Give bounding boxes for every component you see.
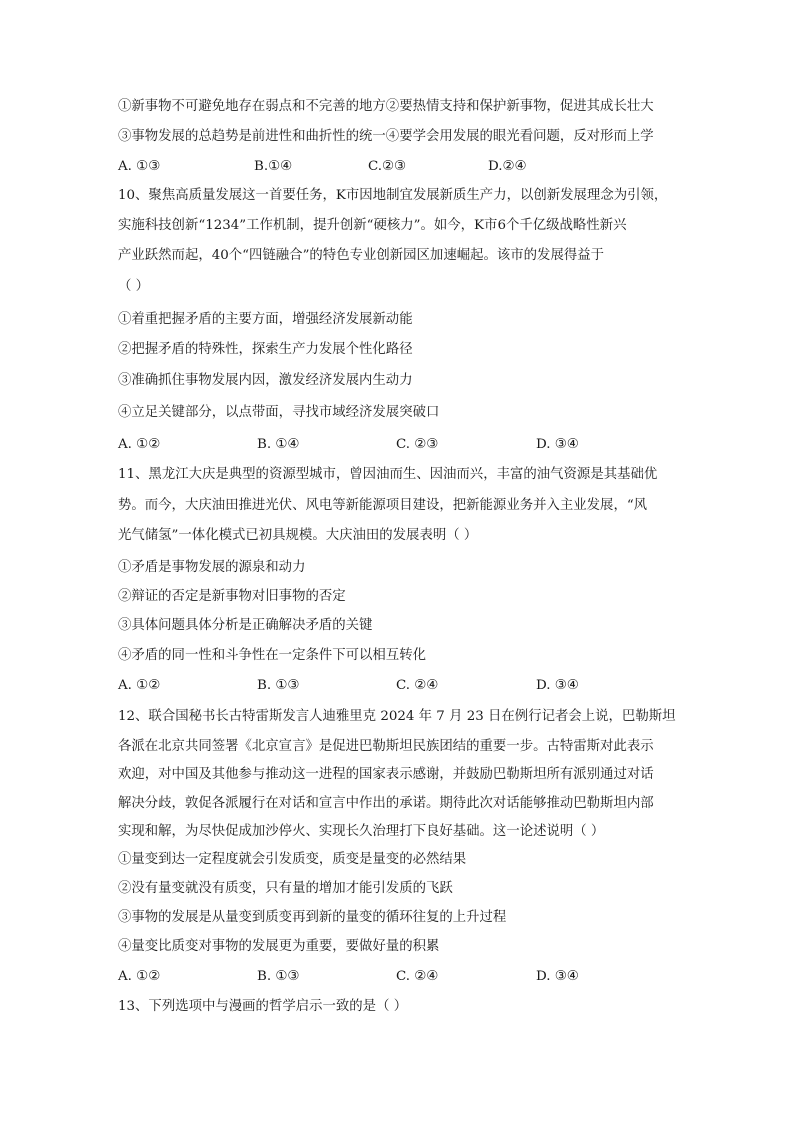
option-c: C. ②③: [396, 437, 439, 452]
statement-line: ③事物发展的总趋势是前进性和曲折性的统一④要学会用发展的眼光看问题，反对形而上学: [118, 129, 654, 144]
option-c: C. ②④: [396, 678, 439, 693]
option-a: A. ①②: [118, 437, 161, 452]
answer-options: [118, 968, 678, 986]
statement-1: ①着重把握矛盾的主要方面，增强经济发展新动能: [118, 312, 413, 327]
question-11-text: 11、黑龙江大庆是典型的资源型城市，曾因油而生、因油而兴，丰富的油气资源是其基础优: [118, 467, 658, 482]
option-c: C. ②④: [396, 969, 439, 984]
option-b: B.①④: [254, 159, 293, 174]
option-d: D. ③④: [536, 437, 579, 452]
option-a: A. ①②: [118, 969, 161, 984]
question-10-text: 实施科技创新“1234”工作机制，提升创新“硬核力”。如今，K市6个千亿级战略性新兴: [118, 218, 627, 233]
question-10-text: 产业跃然而起，40个“四链融合”的特色专业创新园区加速崛起。该市的发展得益于: [118, 248, 605, 263]
question-10-text: 10、聚焦高质量发展这一首要任务，K市因地制宜发展新质生产力，以创新发展理念为引领，: [118, 188, 668, 203]
question-11-text: 光气储氢”一体化模式已初具规模。大庆油田的发展表明（ ）: [118, 528, 478, 543]
option-b: B. ①③: [257, 678, 300, 693]
question-12-text: 欢迎，对中国及其他参与推动这一进程的国家表示感谢，并鼓励巴勒斯坦所有派别通过对话: [118, 767, 654, 782]
statement-3: ③准确抓住事物发展内因，激发经济发展内生动力: [118, 373, 413, 388]
statement-3: ③事物的发展是从量变到质变再到新的量变的循环往复的上升过程: [118, 910, 507, 925]
question-12-text: 各派在北京共同签署《北京宣言》是促进巴勒斯坦民族团结的重要一步。古特雷斯对此表示: [118, 739, 654, 754]
question-12-text: 12、联合国秘书长古特雷斯发言人迪雅里克 2024 年 7 月 23 日在例行记者会上说，巴勒斯坦: [118, 709, 676, 724]
option-a: A. ①③: [118, 159, 161, 174]
statement-4: ④量变比质变对事物的发展更为重要，要做好量的积累: [118, 939, 440, 954]
statement-2: ②没有量变就没有质变，只有量的增加才能引发质的飞跃: [118, 881, 453, 896]
statement-line: ①新事物不可避免地存在弱点和不完善的地方②要热情支持和保护新事物，促进其成长壮大: [118, 99, 654, 114]
question-11-text: 势。而今，大庆油田推进光伏、风电等新能源项目建设，把新能源业务并入主业发展，“风: [118, 498, 648, 513]
statement-2: ②把握矛盾的特殊性，探索生产力发展个性化路径: [118, 342, 413, 357]
statement-2: ②辩证的否定是新事物对旧事物的否定: [118, 589, 346, 604]
option-a: A. ①②: [118, 678, 161, 693]
statement-4: ④立足关键部分，以点带面，寻找市域经济发展突破口: [118, 405, 440, 420]
statement-1: ①矛盾是事物发展的源泉和动力: [118, 560, 306, 575]
option-b: B. ①③: [257, 969, 300, 984]
answer-blank: （ ）: [118, 279, 150, 294]
statement-1: ①量变到达一定程度就会引发质变，质变是量变的必然结果: [118, 852, 467, 867]
option-d: D. ③④: [536, 678, 579, 693]
option-d: D. ③④: [536, 969, 579, 984]
answer-options: [118, 436, 678, 454]
answer-options: [118, 158, 678, 176]
option-d: D.②④: [488, 159, 527, 174]
statement-4: ④矛盾的同一性和斗争性在一定条件下可以相互转化: [118, 648, 426, 663]
question-12-text: 实现和解，为尽快促成加沙停火、实现长久治理打下良好基础。这一论述说明（ ）: [118, 824, 605, 839]
question-13-text: 13、下列选项中与漫画的哲学启示一致的是（ ）: [118, 999, 408, 1014]
question-12-text: 解决分歧，敦促各派履行在对话和宣言中作出的承诺。期待此次对话能够推动巴勒斯坦内部: [118, 796, 654, 811]
option-b: B. ①④: [257, 437, 300, 452]
answer-options: [118, 677, 678, 695]
statement-3: ③具体问题具体分析是正确解决矛盾的关键: [118, 618, 373, 633]
option-c: C.②③: [368, 159, 407, 174]
